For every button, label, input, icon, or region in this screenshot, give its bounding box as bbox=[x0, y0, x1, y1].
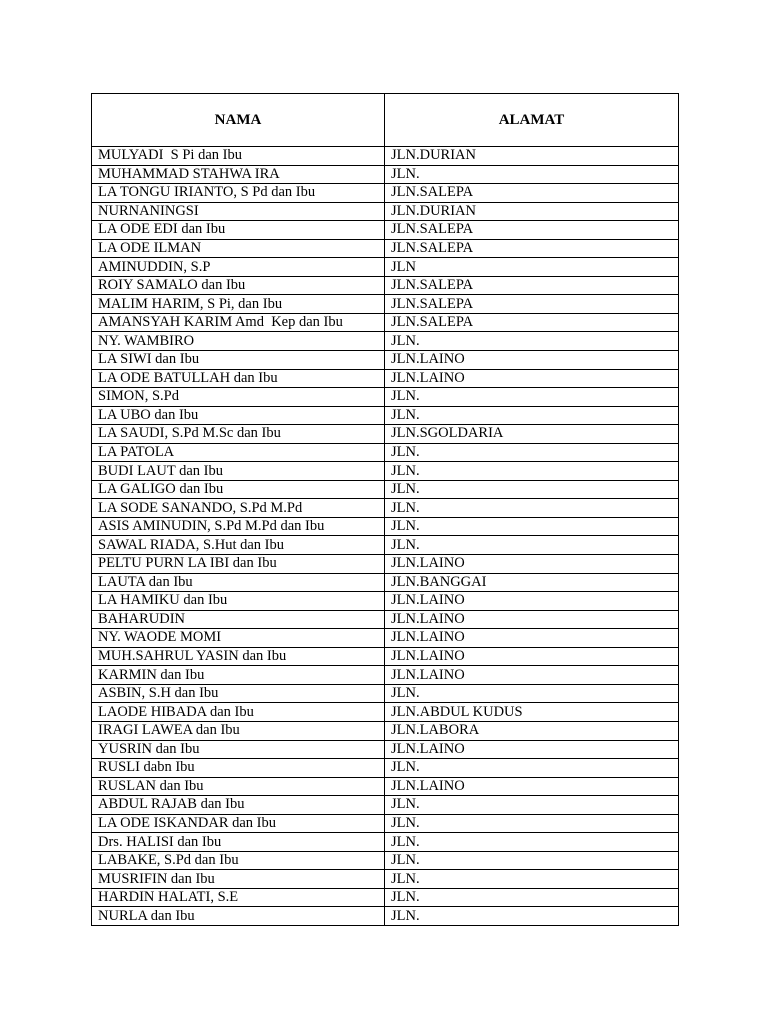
cell-nama: KARMIN dan Ibu bbox=[92, 666, 385, 685]
table-row bbox=[92, 406, 679, 425]
table-row bbox=[92, 462, 679, 481]
table-row bbox=[92, 276, 679, 295]
cell-nama: LA PATOLA bbox=[92, 443, 385, 462]
table-row bbox=[92, 202, 679, 221]
cell-alamat: JLN. bbox=[385, 888, 679, 907]
table-row bbox=[92, 295, 679, 314]
column-header-alamat: ALAMAT bbox=[385, 94, 679, 147]
cell-nama: ASIS AMINUDIN, S.Pd M.Pd dan Ibu bbox=[92, 517, 385, 536]
cell-alamat: JLN.BANGGAI bbox=[385, 573, 679, 592]
cell-nama: NY. WAODE MOMI bbox=[92, 629, 385, 648]
table-row bbox=[92, 814, 679, 833]
cell-nama: LAUTA dan Ibu bbox=[92, 573, 385, 592]
table-row bbox=[92, 833, 679, 852]
cell-alamat: JLN.LAINO bbox=[385, 740, 679, 759]
cell-alamat: JLN bbox=[385, 258, 679, 277]
cell-nama: AMANSYAH KARIM Amd Kep dan Ibu bbox=[92, 313, 385, 332]
cell-alamat: JLN.LAINO bbox=[385, 351, 679, 370]
cell-nama: RUSLI dabn Ibu bbox=[92, 759, 385, 778]
cell-alamat: JLN. bbox=[385, 517, 679, 536]
cell-nama: LA UBO dan Ibu bbox=[92, 406, 385, 425]
cell-nama: NURLA dan Ibu bbox=[92, 907, 385, 926]
cell-nama: LA HAMIKU dan Ibu bbox=[92, 592, 385, 611]
cell-nama: NY. WAMBIRO bbox=[92, 332, 385, 351]
cell-nama: ASBIN, S.H dan Ibu bbox=[92, 684, 385, 703]
cell-nama: LA GALIGO dan Ibu bbox=[92, 480, 385, 499]
cell-alamat: JLN.ABDUL KUDUS bbox=[385, 703, 679, 722]
cell-alamat: JLN. bbox=[385, 388, 679, 407]
cell-nama: YUSRIN dan Ibu bbox=[92, 740, 385, 759]
cell-nama: MUHAMMAD STAHWA IRA bbox=[92, 165, 385, 184]
table-row bbox=[92, 629, 679, 648]
cell-nama: LA SAUDI, S.Pd M.Sc dan Ibu bbox=[92, 425, 385, 444]
cell-alamat: JLN. bbox=[385, 833, 679, 852]
table-row bbox=[92, 610, 679, 629]
table-row bbox=[92, 221, 679, 240]
resident-table bbox=[91, 93, 679, 926]
cell-nama: LA SODE SANANDO, S.Pd M.Pd bbox=[92, 499, 385, 518]
table-row bbox=[92, 536, 679, 555]
table-row bbox=[92, 480, 679, 499]
cell-nama: LA ODE BATULLAH dan Ibu bbox=[92, 369, 385, 388]
cell-alamat: JLN.LAINO bbox=[385, 777, 679, 796]
cell-nama: Drs. HALISI dan Ibu bbox=[92, 833, 385, 852]
cell-nama: LA ODE ILMAN bbox=[92, 239, 385, 258]
cell-alamat: JLN.LAINO bbox=[385, 610, 679, 629]
cell-nama: AMINUDDIN, S.P bbox=[92, 258, 385, 277]
cell-alamat: JLN. bbox=[385, 796, 679, 815]
cell-alamat: JLN.LAINO bbox=[385, 666, 679, 685]
cell-nama: LABAKE, S.Pd dan Ibu bbox=[92, 851, 385, 870]
cell-alamat: JLN.SGOLDARIA bbox=[385, 425, 679, 444]
table-row bbox=[92, 647, 679, 666]
table-header-row bbox=[92, 94, 679, 147]
cell-alamat: JLN.SALEPA bbox=[385, 313, 679, 332]
table-row bbox=[92, 517, 679, 536]
cell-alamat: JLN.SALEPA bbox=[385, 184, 679, 203]
table-row bbox=[92, 777, 679, 796]
cell-nama: IRAGI LAWEA dan Ibu bbox=[92, 721, 385, 740]
table-row bbox=[92, 796, 679, 815]
column-header-nama: NAMA bbox=[92, 94, 385, 147]
cell-alamat: JLN. bbox=[385, 870, 679, 889]
cell-nama: LA SIWI dan Ibu bbox=[92, 351, 385, 370]
cell-alamat: JLN.DURIAN bbox=[385, 147, 679, 166]
table-row bbox=[92, 499, 679, 518]
cell-nama: LA ODE ISKANDAR dan Ibu bbox=[92, 814, 385, 833]
table-row bbox=[92, 351, 679, 370]
cell-nama: MALIM HARIM, S Pi, dan Ibu bbox=[92, 295, 385, 314]
cell-nama: LAODE HIBADA dan Ibu bbox=[92, 703, 385, 722]
cell-alamat: JLN.LABORA bbox=[385, 721, 679, 740]
cell-nama: MULYADI S Pi dan Ibu bbox=[92, 147, 385, 166]
cell-nama: NURNANINGSI bbox=[92, 202, 385, 221]
cell-alamat: JLN.LAINO bbox=[385, 629, 679, 648]
cell-alamat: JLN. bbox=[385, 443, 679, 462]
cell-alamat: JLN.DURIAN bbox=[385, 202, 679, 221]
cell-alamat: JLN. bbox=[385, 759, 679, 778]
cell-nama: PELTU PURN LA IBI dan Ibu bbox=[92, 555, 385, 574]
cell-nama: HARDIN HALATI, S.E bbox=[92, 888, 385, 907]
cell-nama: BUDI LAUT dan Ibu bbox=[92, 462, 385, 481]
cell-alamat: JLN.LAINO bbox=[385, 555, 679, 574]
cell-nama: ROIY SAMALO dan Ibu bbox=[92, 276, 385, 295]
cell-nama: RUSLAN dan Ibu bbox=[92, 777, 385, 796]
cell-nama: SAWAL RIADA, S.Hut dan Ibu bbox=[92, 536, 385, 555]
cell-alamat: JLN.SALEPA bbox=[385, 239, 679, 258]
cell-nama: MUSRIFIN dan Ibu bbox=[92, 870, 385, 889]
cell-alamat: JLN. bbox=[385, 332, 679, 351]
table-row bbox=[92, 888, 679, 907]
cell-alamat: JLN. bbox=[385, 851, 679, 870]
table-row bbox=[92, 165, 679, 184]
cell-alamat: JLN.SALEPA bbox=[385, 276, 679, 295]
table-row bbox=[92, 666, 679, 685]
cell-nama: SIMON, S.Pd bbox=[92, 388, 385, 407]
cell-nama: BAHARUDIN bbox=[92, 610, 385, 629]
table-row bbox=[92, 258, 679, 277]
table-row bbox=[92, 147, 679, 166]
table-row bbox=[92, 592, 679, 611]
cell-nama: ABDUL RAJAB dan Ibu bbox=[92, 796, 385, 815]
cell-alamat: JLN. bbox=[385, 462, 679, 481]
table-row bbox=[92, 388, 679, 407]
cell-alamat: JLN. bbox=[385, 480, 679, 499]
cell-alamat: JLN. bbox=[385, 165, 679, 184]
table-row bbox=[92, 425, 679, 444]
table-row bbox=[92, 573, 679, 592]
cell-alamat: JLN.LAINO bbox=[385, 592, 679, 611]
table-row bbox=[92, 443, 679, 462]
table-row bbox=[92, 703, 679, 722]
table-row bbox=[92, 684, 679, 703]
table-body bbox=[92, 147, 679, 926]
cell-nama: MUH.SAHRUL YASIN dan Ibu bbox=[92, 647, 385, 666]
cell-alamat: JLN. bbox=[385, 536, 679, 555]
cell-alamat: JLN.LAINO bbox=[385, 369, 679, 388]
table-row bbox=[92, 907, 679, 926]
cell-alamat: JLN. bbox=[385, 907, 679, 926]
table-row bbox=[92, 740, 679, 759]
cell-alamat: JLN. bbox=[385, 814, 679, 833]
cell-alamat: JLN.LAINO bbox=[385, 647, 679, 666]
cell-alamat: JLN. bbox=[385, 499, 679, 518]
table-row bbox=[92, 759, 679, 778]
table-row bbox=[92, 555, 679, 574]
table-row bbox=[92, 721, 679, 740]
table-row bbox=[92, 313, 679, 332]
table-row bbox=[92, 851, 679, 870]
cell-nama: LA ODE EDI dan Ibu bbox=[92, 221, 385, 240]
table-row bbox=[92, 332, 679, 351]
cell-alamat: JLN. bbox=[385, 684, 679, 703]
cell-alamat: JLN.SALEPA bbox=[385, 295, 679, 314]
cell-nama: LA TONGU IRIANTO, S Pd dan Ibu bbox=[92, 184, 385, 203]
cell-alamat: JLN. bbox=[385, 406, 679, 425]
cell-alamat: JLN.SALEPA bbox=[385, 221, 679, 240]
table-row bbox=[92, 184, 679, 203]
table-row bbox=[92, 369, 679, 388]
table-row bbox=[92, 870, 679, 889]
table-row bbox=[92, 239, 679, 258]
